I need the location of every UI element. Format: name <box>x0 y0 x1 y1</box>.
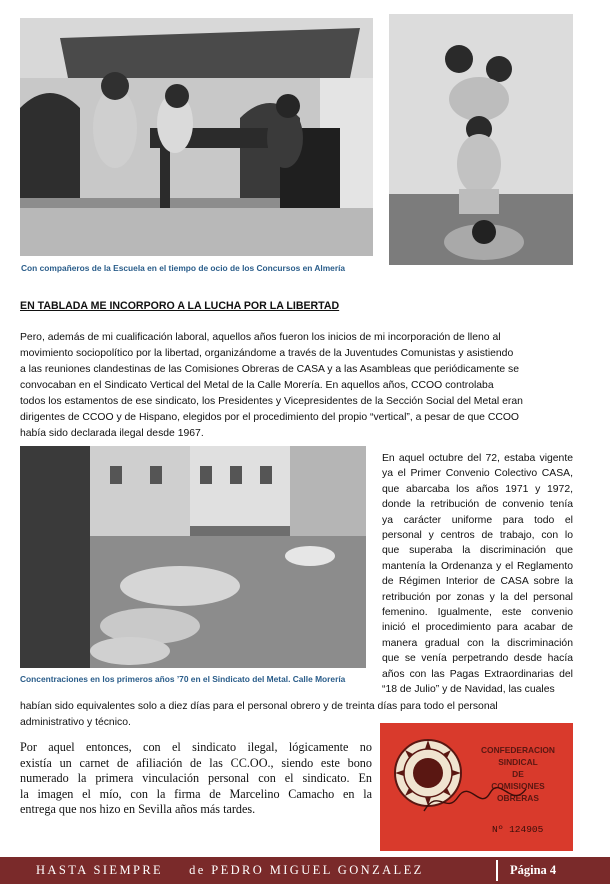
footer-title-block <box>36 863 424 878</box>
text-line: retribución por zonas y la del personal <box>382 591 573 603</box>
text-line: manera gradual con la discriminación <box>382 637 573 649</box>
text-line: mantenía la Ordenanza y el Reglamento <box>382 560 573 572</box>
text-line: En aquel octubre del 72, estaba vigente <box>382 453 573 464</box>
text-line: ya el Primer Convenio Colectivo CASA, <box>382 468 573 480</box>
text-line: habían sido equivalentes solo a diez días para el personal obrero y de treinta días para todo el personal <box>20 701 498 712</box>
text-line: que abarcaba los años 1971 y 1972, <box>382 483 573 495</box>
footer-title: HASTA SIEMPRE <box>36 863 164 877</box>
text-line: movimiento sociopolítico por la libertad, organizándome a través de la Juventudes Comunistas y asistiendo <box>20 348 514 359</box>
text-line: entrega que nos hizo en Sevilla años más tardes. <box>20 802 256 817</box>
text-line: convocaban en el Sindicato Vertical del Metal de la Calle Morería. En aquellos años, CCOO controlaba <box>20 380 494 391</box>
paragraph-convenio <box>382 451 573 698</box>
caption-photo-friends: Con compañeros de la Escuela en el tiempo de ocio de los Concursos en Almería <box>21 263 346 273</box>
card-title-line: CONFEDERACION <box>481 745 555 755</box>
footer-divider <box>496 860 498 881</box>
card-title-line: DE <box>512 769 524 779</box>
footer-author: de PEDRO MIGUEL GONZALEZ <box>189 863 424 877</box>
text-line: existía un carnet de afiliación de las CC.OO., siendo este bono <box>20 755 372 770</box>
paragraph-intro <box>20 330 572 442</box>
text-line: a las reuniones clandestinas de las Comisiones Obreras de CASA y a las Asambleas que periódicamente se <box>20 364 520 375</box>
text-line: la imagen el mío, con la firma de Marcelino Camacho en la <box>20 786 372 801</box>
text-line: Por aquel entonces, con el sindicato ilegal, lógicamente no <box>20 740 372 754</box>
text-line: ya carácter uniforme para todo el <box>382 514 573 526</box>
text-line: que superaba la discriminación que <box>382 545 573 557</box>
card-title-line: OBRERAS <box>497 793 539 803</box>
text-line: numerado la primera vinculación personal con el sindicato. En <box>20 771 372 786</box>
text-line: años con las Pagas Extraordinarias del <box>382 668 573 680</box>
card-number: Nº 124905 <box>492 824 544 835</box>
text-line: donde la retribución de convenio tenía <box>382 499 573 511</box>
paragraph-carnet <box>20 740 372 818</box>
text-line: personal y centros de trabajo, con lo <box>382 530 573 542</box>
text-line: Pero, además de mi cualificación laboral, aquellos años fueron los inicios de mi incorporación de lleno al <box>20 332 501 343</box>
union-card <box>380 723 573 851</box>
photo-human-pyramid <box>389 14 573 265</box>
text-line: inició el procedimiento para acabar de <box>382 622 573 634</box>
text-line: administrativo y técnico. <box>20 717 131 728</box>
card-title-line: SINDICAL <box>498 757 538 767</box>
section-heading: EN TABLADA ME INCORPORO A LA LUCHA POR LA LIBERTAD <box>20 300 340 312</box>
text-line: había sido declarada ilegal desde 1967. <box>20 428 204 439</box>
card-title-line: COMISIONES <box>491 781 545 791</box>
text-line: dirigentes de CCOO y de Hispano, elegidos por el procedimiento del propio “vertical”, a pesar de que CCOO <box>20 412 520 423</box>
text-line: femenino. Igualmente, este convenio <box>382 607 573 619</box>
text-line: que se venía perpetrando desde hacía <box>382 653 573 665</box>
page-footer <box>0 857 610 884</box>
signature-scribble <box>420 781 530 821</box>
text-line: “18 de Julio” y de Navidad, las cuales <box>382 684 555 696</box>
caption-photo-street: Concentraciones en los primeros años ’70 en el Sindicato del Metal. Calle Morería <box>20 674 346 684</box>
text-line: de Régimen Interior de CASA sobre la <box>382 576 573 588</box>
photo-friends-at-table <box>20 18 373 256</box>
photo-street-concentration <box>20 446 366 668</box>
page-number: Página 4 <box>510 863 557 877</box>
text-line: todos los estamentos de ese sindicato, los Presidentes y Vicepresidentes de la Sección Social del Metal eran <box>20 396 523 407</box>
